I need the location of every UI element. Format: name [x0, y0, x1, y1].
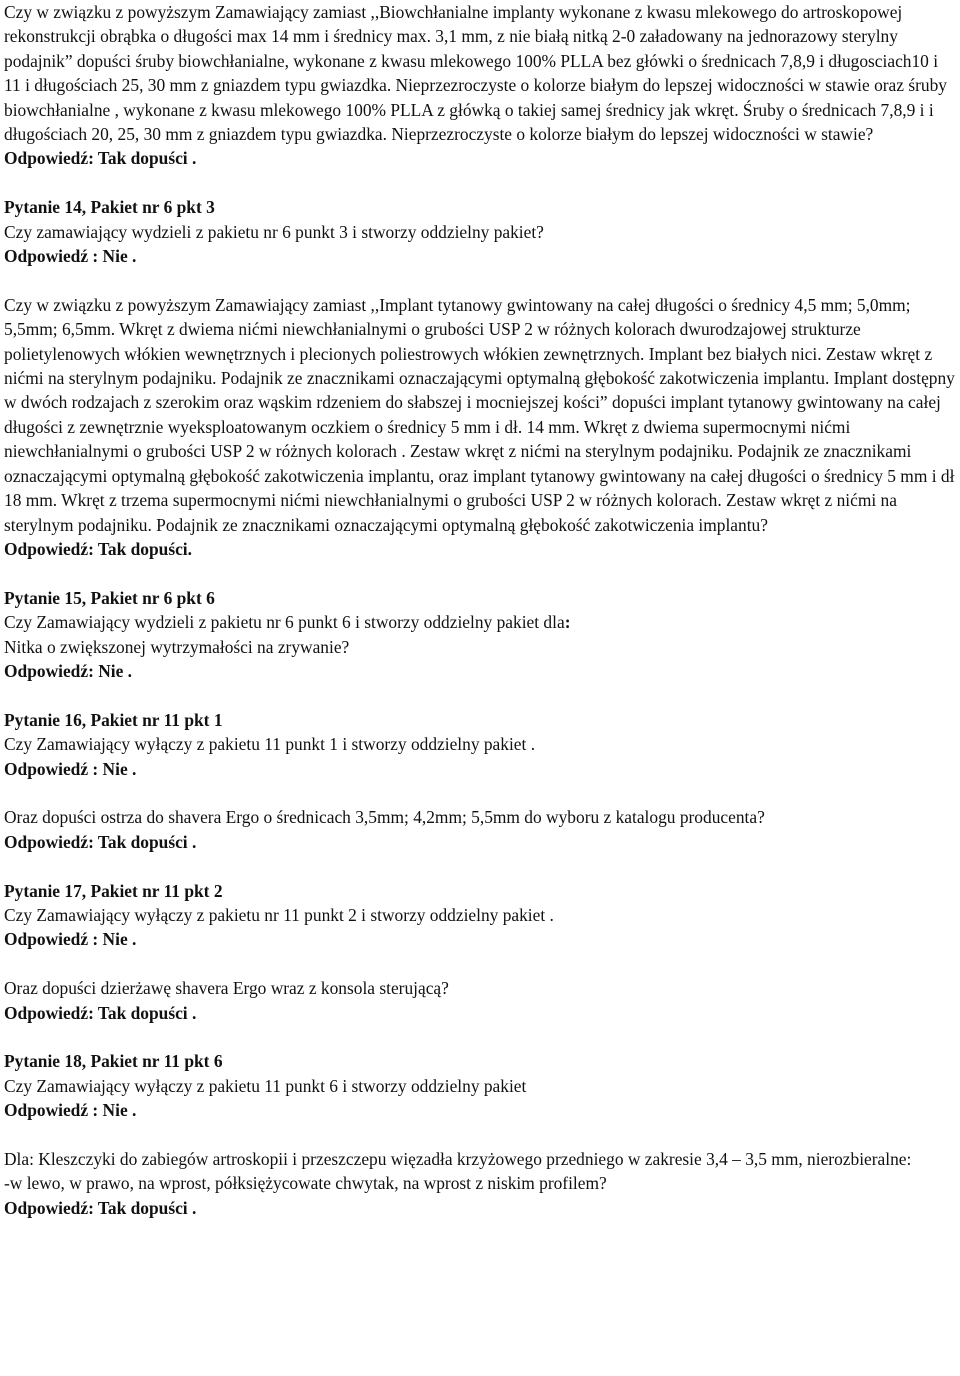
question-14-heading: Pytanie 14, Pakiet nr 6 pkt 3: [4, 197, 215, 218]
question-18-followup-b: -w lewo, w prawo, na wprost, półksiężycowate chwytak, na wprost z niskim profilem?: [4, 1173, 607, 1194]
question-18-answer: Odpowiedź : Nie .: [4, 1100, 137, 1121]
question-18-followup: Dla: Kleszczyki do zabiegów artroskopii i przeszczepu więzadła krzyżowego przedniego w zakresie 3,4 – 3,5 mm, nierozbieralne:: [4, 1148, 912, 1169]
question-15-text: [4, 610, 956, 634]
question-17-followup-answer: Odpowiedź: Tak dopuści .: [4, 1002, 197, 1023]
question-16-text: Czy Zamawiający wyłączy z pakietu 11 punkt 1 i stworzy oddzielny pakiet .: [4, 734, 536, 755]
question-15-heading: Pytanie 15, Pakiet nr 6 pkt 6: [4, 587, 215, 608]
question-16-answer: Odpowiedź : Nie .: [4, 758, 137, 779]
question-15-text-a: Czy Zamawiający wydzieli z pakietu nr 6 punkt 6 i stworzy oddzielny pakiet dla: [4, 612, 565, 633]
question-16-followup: Oraz dopuści ostrza do shavera Ergo o średnicach 3,5mm; 4,2mm; 5,5mm do wyboru z katalogu producenta?: [4, 807, 765, 828]
question-15-answer: Odpowiedź: Nie .: [4, 660, 133, 681]
spacer: [4, 268, 956, 292]
question-14-answer: Odpowiedź : Nie .: [4, 246, 137, 267]
question-17-answer: Odpowiedź : Nie .: [4, 929, 137, 950]
spacer: [4, 854, 956, 878]
intro-answer: Odpowiedź: Tak dopuści .: [4, 148, 197, 169]
intro-paragraph: Czy w związku z powyższym Zamawiający zamiast ,,Biowchłanialne implanty wykonane z kwasu mlekowego do artroskopowej rekonstrukcji obrąbka o długości max 14 mm i średnicy max. 3,1 mm, z nie białą nitką 2-0 załadowany na jednorazowy sterylny podajnik” dopuści śruby biowchłanialne, wykonane z kwasu mlekowego 100% PLLA bez główki o średnicach 7,8,9 i długosciach10 i 11 i długościach 25, 30 mm z gniazdem typu gwiazdka. Nieprzezroczyste o kolorze białym do lepszej widoczności w stawie oraz śruby biowchłanialne , wykonane z kwasu mlekowego 100% PLLA z główką o takiej samej średnicy jak wkręt. Śruby o średnicach 7,8,9 i i długościach 20, 25, 30 mm z gniazdem typu gwiazdka. Nieprzezroczyste o kolorze białym do lepszej widoczności w stawie?: [4, 2, 947, 145]
spacer: [4, 171, 956, 195]
question-18-text: Czy Zamawiający wyłączy z pakietu 11 punkt 6 i stworzy oddzielny pakiet: [4, 1075, 527, 1096]
question-15-text-b: Nitka o zwiększonej wytrzymałości na zrywanie?: [4, 636, 350, 657]
question-14-followup: Czy w związku z powyższym Zamawiający zamiast ,,Implant tytanowy gwintowany na całej długości o średnicy 4,5 mm; 5,0mm; 5,5mm; 6,5mm. Wkręt z dwiema nićmi niewchłanialnymi o grubości USP 2 w różnych kolorach dwurodzajowej strukturze polietylenowych włókien wewnętrznych i plecionych poliestrowych włókien zewnętrznych. Implant bez białych nici. Zestaw wkręt z nićmi na sterylnym podajniku. Podajnik ze znacznikami oznaczającymi optymalną głębokość zakotwiczenia implantu. Implant dostępny w dwóch rodzajach z szerokim oraz wąskim rdzeniem do słabszej i mocniejszej kości” dopuści implant tytanowy gwintowany na całej długości z zewnętrznie wyeksploatowanym oczkiem o średnicy 5 mm i dł. 14 mm. Wkręt z dwiema supermocnymi nićmi niewchłanialnymi o grubości USP 2 w różnych kolorach . Zestaw wkręt z nićmi na sterylnym podajniku. Podajnik ze znacznikami oznaczającymi optymalną głębokość zakotwiczenia implantu, oraz implant tytanowy gwintowany na całej długości o średnicy 5 mm i dł 18 mm. Wkręt z trzema supermocnymi nićmi niewchłanialnymi o grubości USP 2 w różnych kolorach. Zestaw wkręt z nićmi na sterylnym podajniku. Podajnik ze znacznikami oznaczającymi optymalną głębokość zakotwiczenia implantu?: [4, 294, 955, 535]
question-14: [4, 195, 956, 561]
question-17: [4, 879, 956, 1025]
question-17-text: Czy Zamawiający wyłączy z pakietu nr 11 punkt 2 i stworzy oddzielny pakiet .: [4, 904, 554, 925]
spacer: [4, 1025, 956, 1049]
spacer: [4, 781, 956, 805]
question-15: [4, 586, 956, 684]
spacer: [4, 952, 956, 976]
question-17-followup: Oraz dopuści dzierżawę shavera Ergo wraz z konsola sterującą?: [4, 978, 449, 999]
spacer: [4, 561, 956, 585]
question-16-followup-answer: Odpowiedź: Tak dopuści .: [4, 831, 197, 852]
question-18: [4, 1049, 956, 1220]
intro-section: [4, 0, 956, 171]
question-18-followup-answer: Odpowiedź: Tak dopuści .: [4, 1197, 197, 1218]
question-14-text: Czy zamawiający wydzieli z pakietu nr 6 punkt 3 i stworzy oddzielny pakiet?: [4, 221, 544, 242]
spacer: [4, 1123, 956, 1147]
question-17-heading: Pytanie 17, Pakiet nr 11 pkt 2: [4, 880, 223, 901]
question-18-heading: Pytanie 18, Pakiet nr 11 pkt 6: [4, 1051, 223, 1072]
spacer: [4, 683, 956, 707]
question-14-followup-answer: Odpowiedź: Tak dopuści.: [4, 538, 192, 559]
question-16: [4, 708, 956, 854]
question-16-heading: Pytanie 16, Pakiet nr 11 pkt 1: [4, 709, 223, 730]
question-15-colon: :: [564, 612, 571, 633]
